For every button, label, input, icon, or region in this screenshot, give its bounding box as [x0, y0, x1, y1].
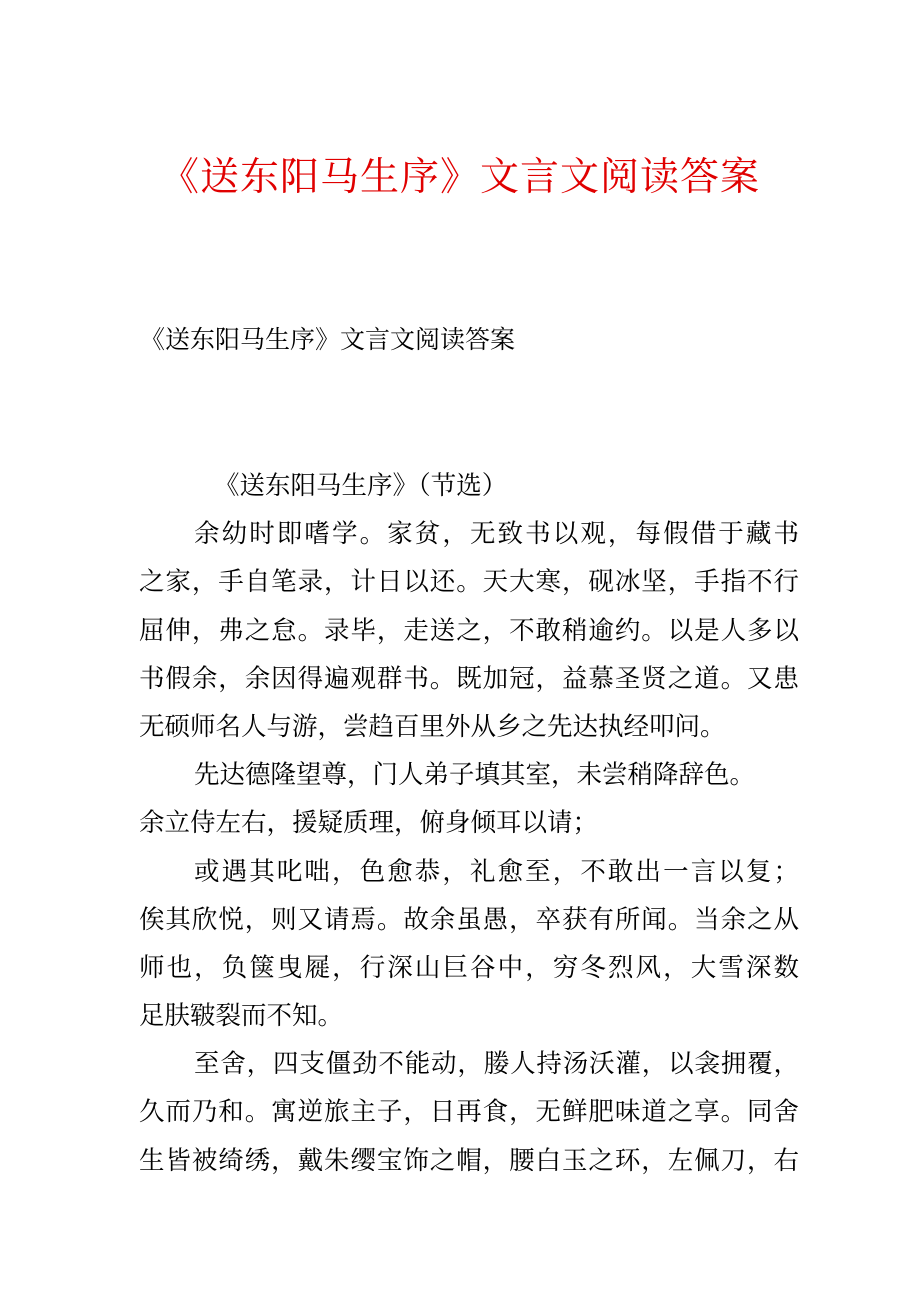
text-line: 足肤皲裂而不知。	[139, 1001, 344, 1032]
text-line: 书假余，余因得遍观群书。既加冠，益慕圣贤之道。又患	[139, 663, 799, 694]
text-line: 余立侍左右，援疑质理，俯身倾耳以请；	[139, 808, 599, 839]
text-line: 屈伸，弗之怠。录毕，走送之，不敢稍逾约。以是人多以	[139, 615, 799, 646]
text-line: 先达德隆望尊，门人弟子填其室，未尝稍降辞色。	[194, 760, 756, 791]
section-heading: 《送东阳马生序》（节选）	[214, 471, 508, 501]
text-line: 俟其欣悦，则又请焉。故余虽愚，卒获有所闻。当余之从	[139, 904, 799, 935]
text-line: 余幼时即嗜学。家贫，无致书以观，每假借于藏书	[194, 519, 799, 550]
document-subtitle: 《送东阳马生序》文言文阅读答案	[140, 325, 516, 354]
text-line: 师也，负箧曳屣，行深山巨谷中，穷冬烈风，大雪深数	[139, 952, 799, 983]
text-line: 无硕师名人与游，尝趋百里外从乡之先达执经叩问。	[139, 711, 726, 742]
text-line: 久而乃和。寓逆旅主子，日再食，无鲜肥味道之享。同舍	[139, 1097, 799, 1128]
text-line: 至舍，四支僵劲不能动，媵人持汤沃灌，以衾拥覆，	[194, 1049, 799, 1080]
text-line: 生皆被绮绣，戴朱缨宝饰之帽，腰白玉之环，左佩刀，右	[139, 1145, 799, 1176]
page-title: 《送东阳马生序》文言文阅读答案	[159, 155, 760, 200]
text-line: 或遇其叱咄，色愈恭，礼愈至，不敢出一言以复；	[194, 856, 799, 887]
body-text	[139, 462, 799, 1185]
text-line: 之家，手自笔录，计日以还。天大寒，砚冰坚，手指不行	[139, 567, 799, 598]
